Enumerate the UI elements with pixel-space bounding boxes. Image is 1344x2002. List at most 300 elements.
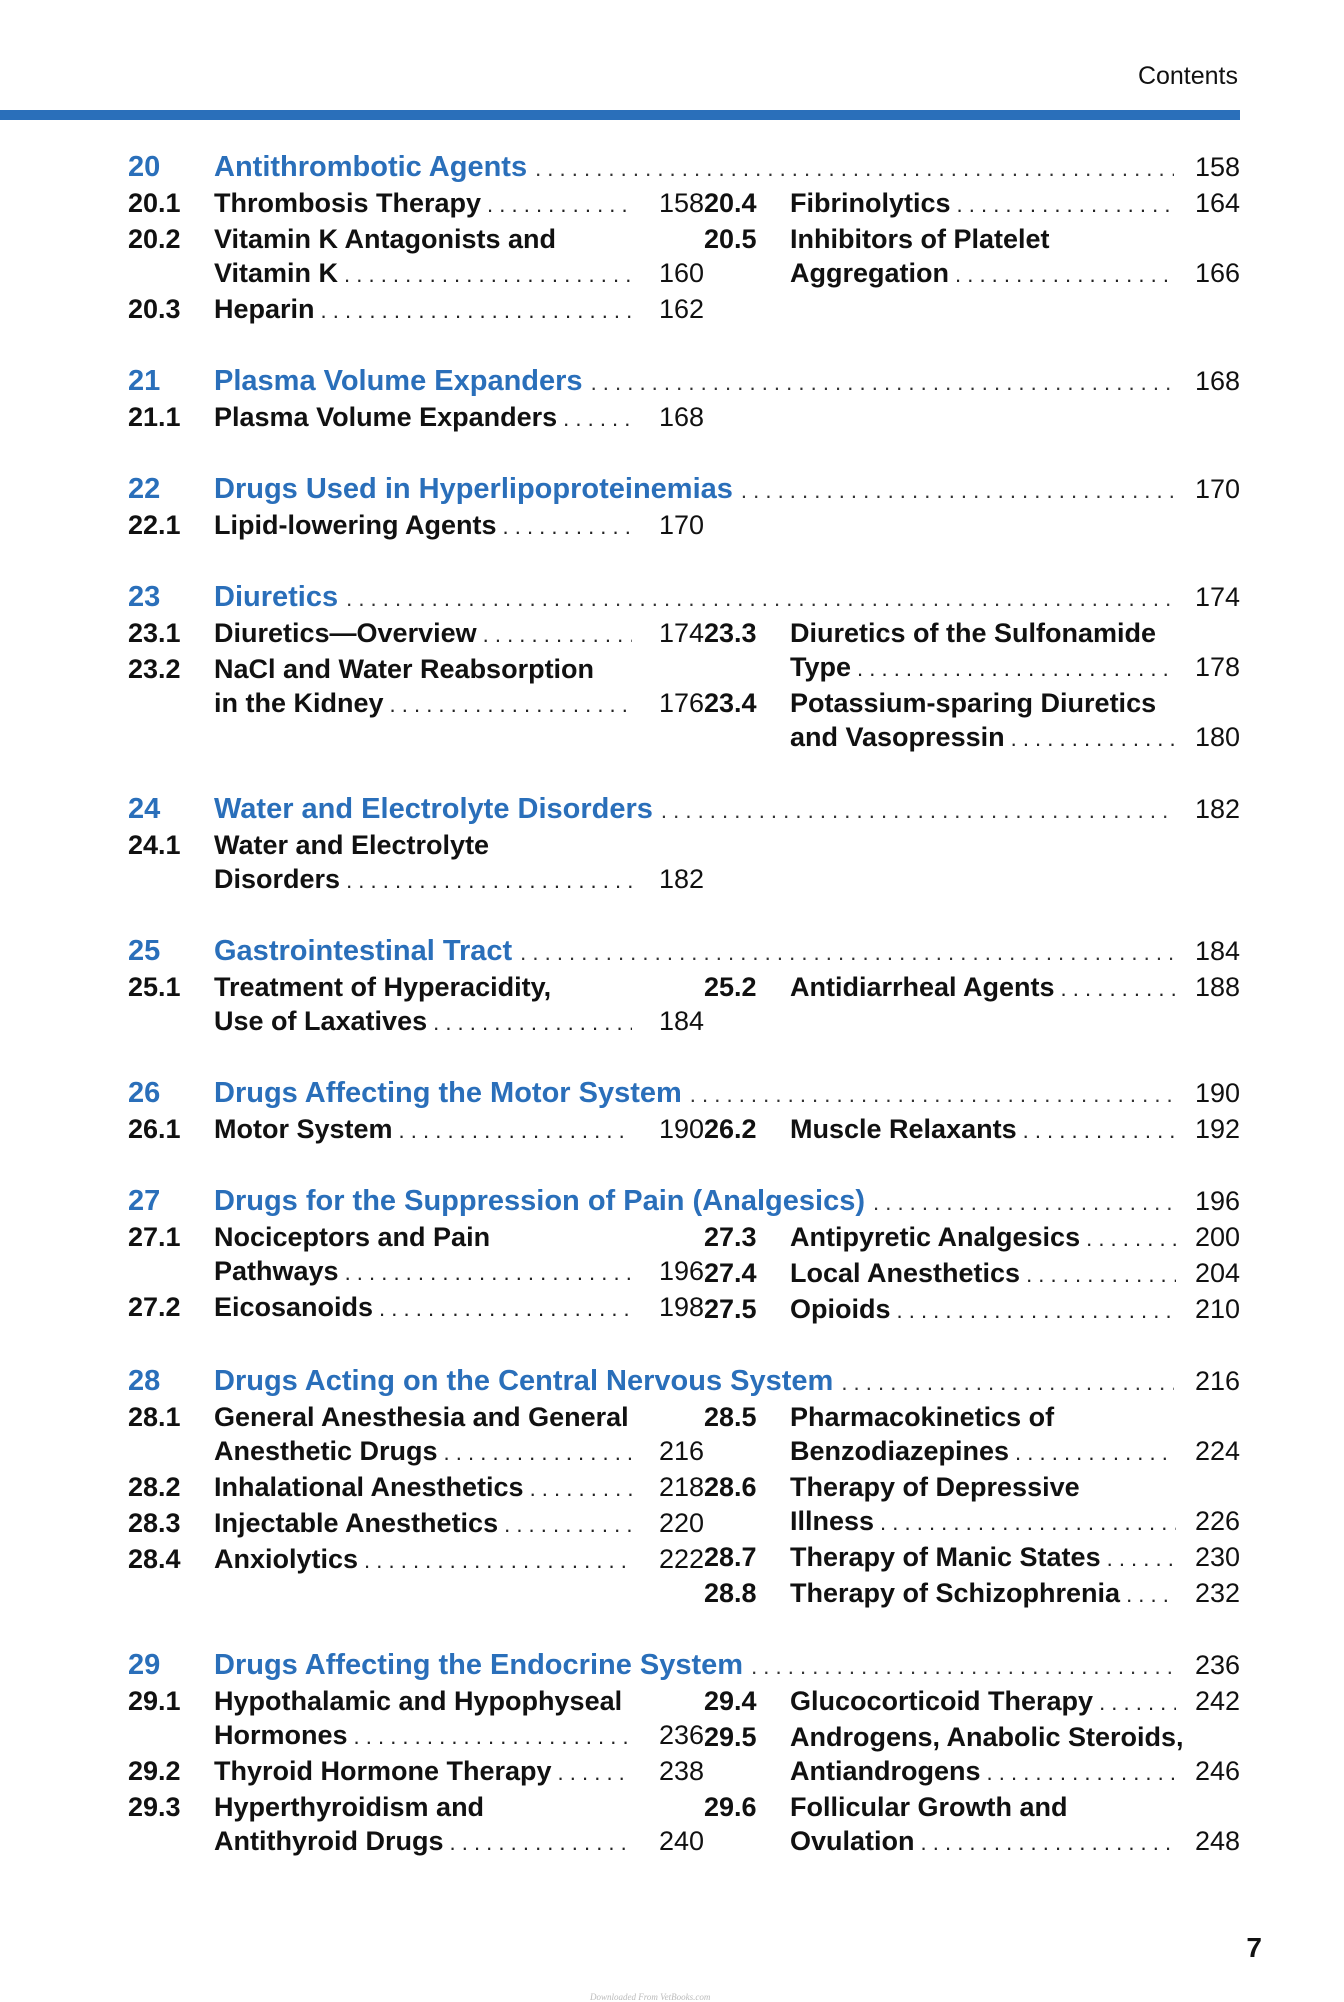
- section-entry[interactable]: [704, 1576, 1240, 1612]
- section-title[interactable]: Therapy of Schizophrenia: [790, 1578, 1121, 1608]
- section-column-right: [704, 970, 1240, 1040]
- section-entry[interactable]: [704, 1790, 1240, 1860]
- chapter-number: 20: [128, 151, 161, 183]
- section-title[interactable]: Opioids: [790, 1294, 891, 1324]
- section-title[interactable]: NaCl and Water Reabsorption: [214, 654, 595, 684]
- leader-dots: [873, 1186, 1174, 1220]
- section-entry[interactable]: [128, 1542, 704, 1578]
- section-title[interactable]: Inhibitors of Platelet: [790, 224, 1050, 254]
- section-title[interactable]: Injectable Anesthetics: [214, 1508, 499, 1538]
- section-entry[interactable]: [128, 1790, 704, 1860]
- leader-dots: [444, 1436, 632, 1470]
- section-column-right: [704, 1220, 1240, 1328]
- section-title[interactable]: Glucocorticoid Therapy: [790, 1686, 1094, 1716]
- chapter-title[interactable]: Gastrointestinal Tract: [214, 935, 513, 967]
- section-title-line: [790, 1576, 1240, 1612]
- section-title[interactable]: Inhalational Anesthetics: [214, 1472, 524, 1502]
- section-page-number: 204: [1194, 1258, 1240, 1288]
- section-title-block: [214, 186, 704, 222]
- section-title[interactable]: Benzodiazepines: [790, 1436, 1010, 1466]
- section-column-left: [128, 1220, 704, 1328]
- section-columns: [128, 1220, 1240, 1328]
- section-column-left: [128, 1112, 704, 1148]
- leader-dots: [1026, 1258, 1176, 1292]
- section-title[interactable]: Antidiarrheal Agents: [790, 972, 1055, 1002]
- chapter-number: 23: [128, 581, 161, 613]
- section-column-right: [704, 1684, 1240, 1860]
- section-title-line: [214, 616, 704, 652]
- section-title[interactable]: Disorders: [214, 864, 341, 894]
- leader-dots: [390, 688, 632, 722]
- section-title[interactable]: Local Anesthetics: [790, 1258, 1021, 1288]
- section-title[interactable]: Anxiolytics: [214, 1544, 359, 1574]
- section-page-number: 210: [1194, 1294, 1240, 1324]
- section-title[interactable]: Use of Laxatives: [214, 1006, 428, 1036]
- section-page-number: 180: [1194, 722, 1240, 752]
- section-title-block: [214, 1290, 704, 1326]
- chapter-heading-row[interactable]: [128, 580, 1240, 616]
- leader-dots: [558, 1756, 632, 1790]
- section-entry[interactable]: [704, 1256, 1240, 1292]
- section-title[interactable]: Illness: [790, 1506, 875, 1536]
- toc-chapter: [128, 792, 1240, 898]
- section-columns: [128, 1112, 1240, 1148]
- section-entry[interactable]: [704, 1470, 1240, 1540]
- section-title-block: [214, 1790, 704, 1860]
- section-entry[interactable]: [128, 186, 704, 222]
- leader-dots: [321, 294, 632, 328]
- chapter-page-number: 190: [1194, 1078, 1240, 1108]
- section-title-line: [214, 828, 704, 862]
- section-number: 24.1: [128, 830, 181, 860]
- section-title[interactable]: General Anesthesia and General: [214, 1402, 629, 1432]
- section-entry[interactable]: [704, 1540, 1240, 1576]
- section-page-number: 200: [1194, 1222, 1240, 1252]
- leader-dots: [344, 258, 632, 292]
- section-title[interactable]: Potassium-sparing Diuretics: [790, 688, 1157, 718]
- section-column-right: [704, 828, 1240, 898]
- leader-dots: [346, 582, 1174, 616]
- section-title[interactable]: Antiandrogens: [790, 1756, 981, 1786]
- section-title-line: [790, 256, 1240, 292]
- section-title-block: [214, 1684, 704, 1754]
- section-entry[interactable]: [128, 652, 704, 722]
- section-page-number: 196: [658, 1256, 704, 1286]
- section-title-block: [214, 1542, 704, 1578]
- section-title[interactable]: Fibrinolytics: [790, 188, 951, 218]
- section-entry[interactable]: [128, 970, 704, 1040]
- section-title-block: [790, 1720, 1240, 1790]
- section-entry[interactable]: [128, 616, 704, 652]
- section-column-left: [128, 400, 704, 436]
- chapter-number: 25: [128, 935, 161, 967]
- section-column-left: [128, 186, 704, 328]
- section-page-number: 164: [1194, 188, 1240, 218]
- leader-dots: [1126, 1578, 1176, 1612]
- section-title[interactable]: Diuretics—Overview: [214, 618, 477, 648]
- section-entry[interactable]: [128, 828, 704, 898]
- section-title[interactable]: Water and Electrolyte: [214, 830, 490, 860]
- leader-dots: [399, 1114, 632, 1148]
- section-column-left: [128, 970, 704, 1040]
- leader-dots: [530, 1472, 632, 1506]
- section-title-line: [214, 1434, 704, 1470]
- section-title[interactable]: Pharmacokinetics of: [790, 1402, 1055, 1432]
- section-number: 25.1: [128, 972, 181, 1002]
- section-title-block: [790, 1540, 1240, 1576]
- leader-dots: [504, 1508, 632, 1542]
- leader-dots: [1107, 1542, 1176, 1576]
- section-number: 29.4: [704, 1686, 757, 1716]
- section-number: 29.6: [704, 1792, 757, 1822]
- section-number: 29.3: [128, 1792, 181, 1822]
- section-entry[interactable]: [128, 1220, 704, 1290]
- section-columns: [128, 616, 1240, 756]
- section-title-line: [790, 222, 1240, 256]
- leader-dots: [503, 510, 633, 544]
- section-title-line: [790, 1400, 1240, 1434]
- section-page-number: 222: [658, 1544, 704, 1574]
- leader-dots: [1023, 1114, 1176, 1148]
- chapter-title[interactable]: Water and Electrolyte Disorders: [214, 793, 653, 825]
- section-title-block: [790, 1576, 1240, 1612]
- chapter-title[interactable]: Diuretics: [214, 581, 339, 613]
- section-title-line: [214, 1470, 704, 1506]
- section-columns: [128, 508, 1240, 544]
- section-number: 26.2: [704, 1114, 757, 1144]
- section-title-line: [790, 1112, 1240, 1148]
- section-title[interactable]: Hyperthyroidism and: [214, 1792, 485, 1822]
- section-number: 28.3: [128, 1508, 181, 1538]
- section-page-number: 198: [658, 1292, 704, 1322]
- section-title[interactable]: and Vasopressin: [790, 722, 1005, 752]
- section-entry[interactable]: [128, 292, 704, 328]
- section-title[interactable]: Thrombosis Therapy: [214, 188, 482, 218]
- section-title-line: [790, 720, 1240, 756]
- chapter-title[interactable]: Antithrombotic Agents: [214, 151, 528, 183]
- section-title[interactable]: Antithyroid Drugs: [214, 1826, 444, 1856]
- section-page-number: 242: [1194, 1686, 1240, 1716]
- section-title[interactable]: Vitamin K Antagonists and: [214, 224, 557, 254]
- section-title-line: [214, 508, 704, 544]
- section-page-number: 160: [658, 258, 704, 288]
- section-page-number: 232: [1194, 1578, 1240, 1608]
- section-entry[interactable]: [128, 1112, 704, 1148]
- leader-dots: [690, 1078, 1174, 1112]
- chapter-title[interactable]: Drugs Acting on the Central Nervous System: [214, 1365, 834, 1397]
- section-title-line: [790, 1824, 1240, 1860]
- chapter-heading-row[interactable]: [128, 934, 1240, 970]
- chapter-title[interactable]: Plasma Volume Expanders: [214, 365, 583, 397]
- leader-dots: [483, 618, 632, 652]
- chapter-heading-row[interactable]: [128, 364, 1240, 400]
- section-columns: [128, 1684, 1240, 1860]
- section-title-line: [790, 1434, 1240, 1470]
- section-entry[interactable]: [128, 1506, 704, 1542]
- section-title-line: [214, 1824, 704, 1860]
- leader-dots: [433, 1006, 632, 1040]
- section-title-line: [214, 970, 704, 1004]
- leader-dots: [857, 652, 1176, 686]
- section-title-line: [214, 1004, 704, 1040]
- chapter-number: 26: [128, 1077, 161, 1109]
- section-entry[interactable]: [704, 222, 1240, 292]
- section-entry[interactable]: [704, 1220, 1240, 1256]
- section-entry[interactable]: [704, 616, 1240, 686]
- section-title[interactable]: Anesthetic Drugs: [214, 1436, 438, 1466]
- section-title[interactable]: Aggregation: [790, 258, 949, 288]
- toc-chapter: [128, 364, 1240, 436]
- section-title-line: [214, 222, 704, 256]
- section-title[interactable]: Ovulation: [790, 1826, 915, 1856]
- leader-dots: [346, 864, 632, 898]
- section-title[interactable]: Muscle Relaxants: [790, 1114, 1017, 1144]
- chapter-page-number: 184: [1194, 936, 1240, 966]
- section-column-right: [704, 186, 1240, 328]
- chapter-number: 29: [128, 1649, 161, 1681]
- chapter-heading-row[interactable]: [128, 1648, 1240, 1684]
- section-entry[interactable]: [128, 1754, 704, 1790]
- section-title[interactable]: Treatment of Hyperacidity,: [214, 972, 552, 1002]
- section-number: 20.1: [128, 188, 181, 218]
- section-title-block: [790, 222, 1240, 292]
- header-rule: [0, 110, 1240, 120]
- section-title-line: [790, 1754, 1240, 1790]
- section-page-number: 240: [658, 1826, 704, 1856]
- section-page-number: 190: [658, 1114, 704, 1144]
- section-page-number: 224: [1194, 1436, 1240, 1466]
- section-entry[interactable]: [704, 970, 1240, 1006]
- leader-dots: [751, 1650, 1174, 1684]
- section-number: 28.8: [704, 1578, 757, 1608]
- table-of-contents: [128, 150, 1240, 1896]
- page-number: 7: [1246, 1932, 1262, 1963]
- section-number: 27.5: [704, 1294, 757, 1324]
- section-title[interactable]: Androgens, Anabolic Steroids,: [790, 1722, 1184, 1752]
- chapter-page-number: 174: [1194, 582, 1240, 612]
- section-title-block: [790, 1256, 1240, 1292]
- section-entry[interactable]: [128, 400, 704, 436]
- chapter-page-number: 158: [1194, 152, 1240, 182]
- section-title-block: [790, 686, 1240, 756]
- section-entry[interactable]: [128, 1400, 704, 1470]
- leader-dots: [880, 1506, 1176, 1540]
- section-entry[interactable]: [704, 1292, 1240, 1328]
- section-page-number: 248: [1194, 1826, 1240, 1856]
- toc-chapter: [128, 1648, 1240, 1860]
- section-page-number: 236: [658, 1720, 704, 1750]
- section-title-line: [214, 1684, 704, 1718]
- section-title-line: [790, 186, 1240, 222]
- leader-dots: [450, 1826, 633, 1860]
- section-title-block: [790, 1470, 1240, 1540]
- leader-dots: [1086, 1222, 1176, 1256]
- chapter-page-number: 236: [1194, 1650, 1240, 1680]
- section-entry[interactable]: [704, 1400, 1240, 1470]
- section-entry[interactable]: [128, 222, 704, 292]
- chapter-number: 24: [128, 793, 161, 825]
- chapter-heading-row[interactable]: [128, 1364, 1240, 1400]
- section-title-line: [790, 1790, 1240, 1824]
- section-page-number: 184: [658, 1006, 704, 1036]
- section-title-line: [790, 1470, 1240, 1504]
- leader-dots: [1015, 1436, 1176, 1470]
- section-title[interactable]: Therapy of Depressive: [790, 1472, 1080, 1502]
- section-title-block: [214, 1112, 704, 1148]
- section-page-number: 170: [658, 510, 704, 540]
- section-number: 23.4: [704, 688, 757, 718]
- section-title-block: [214, 616, 704, 652]
- section-columns: [128, 970, 1240, 1040]
- section-number: 26.1: [128, 1114, 181, 1144]
- section-page-number: 182: [658, 864, 704, 894]
- section-title[interactable]: Thyroid Hormone Therapy: [214, 1756, 552, 1786]
- chapter-title[interactable]: Drugs Affecting the Endocrine System: [214, 1649, 744, 1681]
- section-number: 23.1: [128, 618, 181, 648]
- section-title-line: [214, 1220, 704, 1254]
- chapter-heading-row[interactable]: [128, 472, 1240, 508]
- page-header-label: Contents: [1137, 62, 1238, 90]
- section-title[interactable]: Eicosanoids: [214, 1292, 374, 1322]
- section-entry[interactable]: [128, 508, 704, 544]
- section-title-line: [790, 1684, 1240, 1720]
- section-title[interactable]: Type: [790, 652, 852, 682]
- section-number: 23.2: [128, 654, 181, 684]
- section-title[interactable]: Antipyretic Analgesics: [790, 1222, 1081, 1252]
- leader-dots: [1061, 972, 1176, 1006]
- section-column-left: [128, 828, 704, 898]
- leader-dots: [535, 152, 1174, 186]
- section-title-block: [214, 1400, 704, 1470]
- section-title[interactable]: Hypothalamic and Hypophyseal: [214, 1686, 623, 1716]
- section-title[interactable]: Diuretics of the Sulfonamide: [790, 618, 1157, 648]
- section-title-block: [214, 1220, 704, 1290]
- section-entry[interactable]: [128, 1290, 704, 1326]
- section-title[interactable]: Plasma Volume Expanders: [214, 402, 558, 432]
- section-entry[interactable]: [704, 1684, 1240, 1720]
- section-title-line: [214, 1718, 704, 1754]
- section-page-number: 162: [658, 294, 704, 324]
- section-title-block: [214, 652, 704, 722]
- section-column-left: [128, 1400, 704, 1612]
- section-title[interactable]: in the Kidney: [214, 688, 384, 718]
- chapter-title[interactable]: Drugs for the Suppression of Pain (Analgesics): [214, 1185, 865, 1217]
- leader-dots: [1011, 722, 1176, 756]
- section-title-block: [214, 828, 704, 898]
- chapter-title[interactable]: Drugs Used in Hyperlipoproteinemias: [214, 473, 733, 505]
- leader-dots: [520, 936, 1174, 970]
- section-title[interactable]: Lipid-lowering Agents: [214, 510, 497, 540]
- section-title-block: [214, 970, 704, 1040]
- section-entry[interactable]: [128, 1684, 704, 1754]
- chapter-number: 27: [128, 1185, 161, 1217]
- section-entry[interactable]: [704, 1112, 1240, 1148]
- section-entry[interactable]: [128, 1470, 704, 1506]
- section-number: 28.7: [704, 1542, 757, 1572]
- section-column-right: [704, 616, 1240, 756]
- section-entry[interactable]: [704, 1720, 1240, 1790]
- section-title-line: [214, 1290, 704, 1326]
- leader-dots: [354, 1720, 632, 1754]
- section-title-line: [790, 1292, 1240, 1328]
- leader-dots: [897, 1294, 1177, 1328]
- leader-dots: [987, 1756, 1176, 1790]
- section-number: 29.1: [128, 1686, 181, 1716]
- chapter-heading-row[interactable]: [128, 1184, 1240, 1220]
- section-title-block: [790, 616, 1240, 686]
- section-title-line: [214, 1754, 704, 1790]
- chapter-heading-row[interactable]: [128, 792, 1240, 828]
- section-title-block: [790, 1790, 1240, 1860]
- section-number: 29.2: [128, 1756, 181, 1786]
- leader-dots: [661, 794, 1174, 828]
- toc-chapter: [128, 1184, 1240, 1328]
- section-number: 20.4: [704, 188, 757, 218]
- leader-dots: [345, 1256, 632, 1290]
- leader-dots: [921, 1826, 1176, 1860]
- section-title[interactable]: Therapy of Manic States: [790, 1542, 1101, 1572]
- section-title-block: [214, 1506, 704, 1542]
- section-title[interactable]: Nociceptors and Pain: [214, 1222, 491, 1252]
- chapter-number: 28: [128, 1365, 161, 1397]
- section-title-line: [790, 650, 1240, 686]
- section-page-number: 218: [658, 1472, 704, 1502]
- section-entry[interactable]: [704, 686, 1240, 756]
- section-page-number: 174: [658, 618, 704, 648]
- section-title-line: [214, 652, 704, 686]
- section-page-number: 230: [1194, 1542, 1240, 1572]
- section-title-line: [214, 292, 704, 328]
- toc-chapter: [128, 1076, 1240, 1148]
- chapter-page-number: 168: [1194, 366, 1240, 396]
- section-number: 25.2: [704, 972, 757, 1002]
- section-title-line: [214, 686, 704, 722]
- chapter-page-number: 216: [1194, 1366, 1240, 1396]
- section-title-line: [790, 970, 1240, 1006]
- chapter-heading-row[interactable]: [128, 1076, 1240, 1112]
- section-title-block: [790, 1400, 1240, 1470]
- section-title-block: [214, 222, 704, 292]
- section-title-line: [790, 1256, 1240, 1292]
- section-columns: [128, 186, 1240, 328]
- section-number: 28.5: [704, 1402, 757, 1432]
- section-page-number: 220: [658, 1508, 704, 1538]
- section-title[interactable]: Heparin: [214, 294, 315, 324]
- section-title[interactable]: Motor System: [214, 1114, 393, 1144]
- section-title[interactable]: Pathways: [214, 1256, 339, 1286]
- section-title[interactable]: Follicular Growth and: [790, 1792, 1068, 1822]
- section-title[interactable]: Hormones: [214, 1720, 348, 1750]
- section-number: 28.6: [704, 1472, 757, 1502]
- section-title-line: [790, 1220, 1240, 1256]
- chapter-title[interactable]: Drugs Affecting the Motor System: [214, 1077, 682, 1109]
- leader-dots: [591, 366, 1174, 400]
- section-title[interactable]: Vitamin K: [214, 258, 339, 288]
- section-page-number: 216: [658, 1436, 704, 1466]
- leader-dots: [955, 258, 1176, 292]
- chapter-heading-row[interactable]: [128, 150, 1240, 186]
- leader-dots: [1099, 1686, 1176, 1720]
- leader-dots: [841, 1366, 1174, 1400]
- section-entry[interactable]: [704, 186, 1240, 222]
- section-title-block: [214, 1754, 704, 1790]
- section-number: 20.5: [704, 224, 757, 254]
- section-number: 21.1: [128, 402, 181, 432]
- toc-chapter: [128, 150, 1240, 328]
- section-columns: [128, 1400, 1240, 1612]
- section-title-line: [214, 400, 704, 436]
- section-column-left: [128, 1684, 704, 1860]
